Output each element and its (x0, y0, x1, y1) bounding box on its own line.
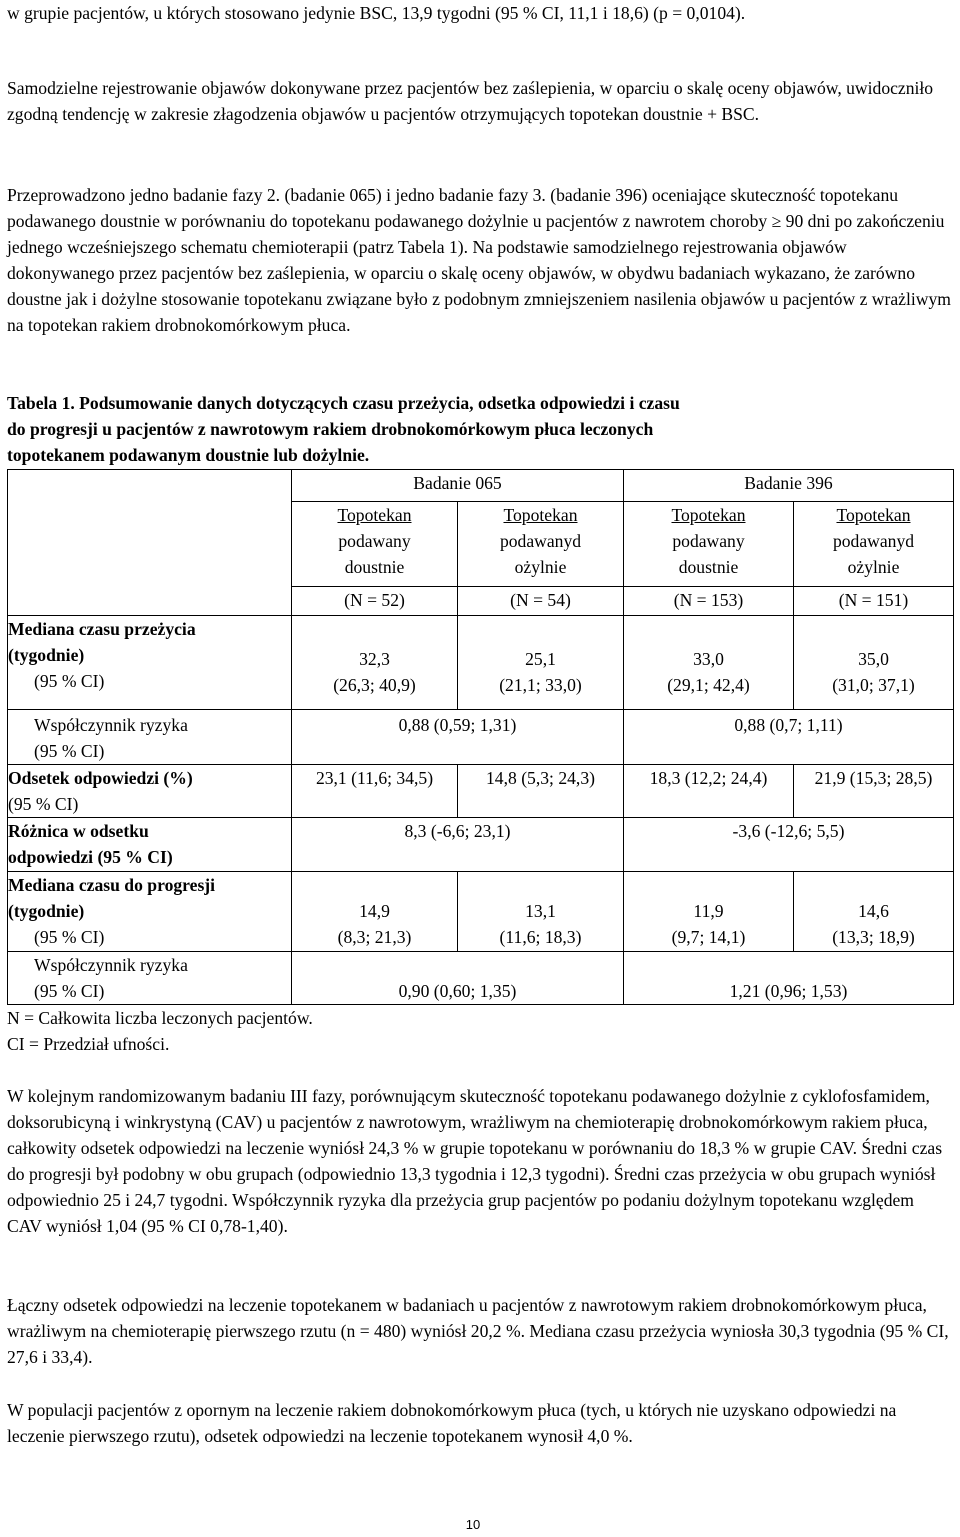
ttp-value-cell (794, 872, 954, 952)
paragraph-studies-065-396: Przeprowadzono jedno badanie fazy 2. (badanie 065) i jedno badanie fazy 3. (badanie 396) oceniające skuteczność topotekanu podawanego doustnie w porównaniu do topotekanu podawanego dożylnie u pacjentów z nawrotem choroby ≥ 90 dni po zakończeniu jednego wcześniejszego schematu chemioterapii (patrz Tabela 1). Na podstawie samodzielnego rejestrowania objawów dokonywanego przez pacjentów bez zaślepienia, w oparciu o skalę oceny objawów, w obydwu badaniach wykazano, że zarówno doustne jak i dożylne stosowanie topotekanu związane było z podobnym zmniejszeniem nasilenia objawów u pacjentów z wrażliwym na topotekan rakiem drobnokomórkowym płuca. (7, 185, 951, 335)
arm-route: ożylnie (847, 557, 900, 577)
paragraph-refractory: W populacji pacjentów z opornym na leczenie rakiem dobnokomórkowym płuca (tych, u których nie uzyskano odpowiedzi na leczenie pierwszego rzutu), odsetek odpowiedzi na leczenie topotekanem wynosił 4,0 %. (7, 1400, 897, 1446)
study-396-header: Badanie 396 (624, 470, 954, 502)
table-corner-cell (8, 470, 292, 616)
row-label-response-difference (8, 818, 292, 872)
arm-n: (N = 54) (458, 587, 624, 616)
table-row (8, 818, 954, 872)
row-label-line: odpowiedzi (95 % CI) (8, 847, 173, 867)
table-footnote: CI = Przedział ufności. (7, 1034, 170, 1054)
rr-value: 18,3 (12,2; 24,4) (624, 765, 794, 818)
row-label-line: (95 % CI) (8, 794, 79, 814)
ttp-value: 14,6 (858, 901, 889, 921)
row-label-line: Mediana czasu do progresji (8, 875, 216, 895)
table-row (8, 872, 954, 952)
row-label-time-to-progression (8, 872, 292, 952)
table-row (8, 952, 954, 1005)
arm-route: doustnie (344, 557, 405, 577)
table-row (8, 765, 954, 818)
arm-drug: Topotekan (503, 505, 578, 525)
rr-value: 14,8 (5,3; 24,3) (458, 765, 624, 818)
arm-route: doustnie (678, 557, 739, 577)
row-label-line: Współczynnik ryzyka (34, 955, 188, 975)
row-label-line: Różnica w odsetku (8, 821, 149, 841)
os-value-cell (292, 616, 458, 710)
arm-drug: Topotekan (671, 505, 746, 525)
arm-route: ożylnie (514, 557, 567, 577)
hr-os-396: 0,88 (0,7; 1,11) (624, 710, 954, 765)
arm-header (794, 502, 954, 587)
ttp-value: 11,9 (693, 901, 724, 921)
ttp-value: 14,9 (359, 901, 390, 921)
os-ci: (31,0; 37,1) (832, 675, 915, 695)
diff-396: -3,6 (-12,6; 5,5) (624, 818, 954, 872)
table-caption-line: Tabela 1. Podsumowanie danych dotyczących czasu przeżycia, odsetka odpowiedzi i czasu (7, 393, 680, 413)
study-065-header: Badanie 065 (292, 470, 624, 502)
arm-drug: Topotekan (836, 505, 911, 525)
row-label-line: Odsetek odpowiedzi (%) (8, 768, 193, 788)
row-label-line: (95 % CI) (34, 927, 105, 947)
os-value-cell (794, 616, 954, 710)
arm-n: (N = 151) (794, 587, 954, 616)
arm-route: podawany (672, 531, 745, 551)
ttp-ci: (13,3; 18,9) (832, 927, 915, 947)
page-number: 10 (465, 1517, 481, 1532)
row-label-line: (95 % CI) (34, 671, 105, 691)
arm-drug: Topotekan (337, 505, 412, 525)
os-value-cell (458, 616, 624, 710)
table-caption-line: do progresji u pacjentów z nawrotowym rakiem drobnokomórkowym płuca leczonych (7, 419, 654, 439)
row-label-line: Mediana czasu przeżycia (8, 619, 196, 639)
arm-header (624, 502, 794, 587)
row-label-line: (95 % CI) (34, 741, 105, 761)
paragraph-cav-study: W kolejnym randomizowanym badaniu III fazy, porównującym skuteczność topotekanu podawanego dożylnie z cyklofosfamidem, doksorubicyną i winkrystyną (CAV) u pacjentów z nawrotowym, wrażliwym na chemioterapię drobnokomórkowym rakiem płuca, całkowity odsetek odpowiedzi na leczenie wyniósł 24,3 % w grupie topotekanu w porównaniu do 18,3 % w grupie CAV. Średni czas do progresji był podobny w obu grupach (odpowiednio 13,3 tygodnia i 12,3 tygodni). Średni czas przeżycia w obu grupach wyniósł odpowiednio 25 i 24,7 tygodni. Współczynnik ryzyka dla przeżycia grup pacjentów po podaniu dożylnym topotekanu względem CAV wyniósł 1,04 (95 % CI 0,78-1,40). (7, 1086, 943, 1236)
hr-ttp-065: 0,90 (0,60; 1,35) (292, 952, 624, 1005)
diff-065: 8,3 (-6,6; 23,1) (292, 818, 624, 872)
row-label-line: Współczynnik ryzyka (34, 715, 188, 735)
arm-header (458, 502, 624, 587)
ttp-ci: (11,6; 18,3) (499, 927, 582, 947)
ttp-value-cell (624, 872, 794, 952)
arm-route: podawanyd (832, 531, 915, 551)
os-value: 33,0 (693, 649, 724, 669)
ttp-ci: (9,7; 14,1) (671, 927, 746, 947)
table-footnote: N = Całkowita liczba leczonych pacjentów. (7, 1008, 313, 1028)
table-row (8, 470, 954, 502)
os-ci: (21,1; 33,0) (499, 675, 582, 695)
rr-value: 21,9 (15,3; 28,5) (794, 765, 954, 818)
hr-os-065: 0,88 (0,59; 1,31) (292, 710, 624, 765)
row-label-hazard-ratio-os (8, 710, 292, 765)
arm-route: podawany (338, 531, 411, 551)
row-label-response-rate (8, 765, 292, 818)
results-table (7, 469, 954, 1005)
table-caption-line: topotekanem podawanym doustnie lub dożylnie. (7, 445, 370, 465)
os-ci: (26,3; 40,9) (333, 675, 416, 695)
paragraph-bsc-result: w grupie pacjentów, u których stosowano jedynie BSC, 13,9 tygodni (95 % CI, 11,1 i 18,6) (p = 0,0104). (7, 3, 746, 23)
table-caption (7, 390, 952, 468)
row-label-overall-survival (8, 616, 292, 710)
table-row (8, 710, 954, 765)
rr-value: 23,1 (11,6; 34,5) (292, 765, 458, 818)
arm-n: (N = 52) (292, 587, 458, 616)
paragraph-symptom-reporting: Samodzielne rejestrowanie objawów dokonywane przez pacjentów bez zaślepienia, w oparciu o skalę oceny objawów, uwidoczniło zgodną tendencję w zakresie złagodzenia objawów u pacjentów otrzymujących topotekan doustnie + BSC. (7, 78, 934, 124)
row-label-line: (tygodnie) (8, 645, 85, 665)
arm-route: podawanyd (499, 531, 582, 551)
row-label-line: (tygodnie) (8, 901, 85, 921)
os-ci: (29,1; 42,4) (667, 675, 750, 695)
ttp-value-cell (458, 872, 624, 952)
ttp-value: 13,1 (525, 901, 556, 921)
hr-ttp-396: 1,21 (0,96; 1,53) (624, 952, 954, 1005)
arm-n: (N = 153) (624, 587, 794, 616)
os-value: 25,1 (525, 649, 556, 669)
os-value: 32,3 (359, 649, 390, 669)
table-row (8, 616, 954, 710)
arm-header (292, 502, 458, 587)
row-label-hazard-ratio-ttp (8, 952, 292, 1005)
row-label-line: (95 % CI) (34, 981, 105, 1001)
ttp-value-cell (292, 872, 458, 952)
os-value: 35,0 (858, 649, 889, 669)
paragraph-pooled-response: Łączny odsetek odpowiedzi na leczenie topotekanem w badaniach u pacjentów z nawrotowym rakiem drobnokomórkowym płuca, wrażliwym na chemioterapię pierwszego rzutu (n = 480) wyniósł 20,2 %. Mediana czasu przeżycia wyniosła 30,3 tygodnia (95 % CI, 27,6 i 33,4). (7, 1295, 949, 1367)
os-value-cell (624, 616, 794, 710)
ttp-ci: (8,3; 21,3) (337, 927, 412, 947)
